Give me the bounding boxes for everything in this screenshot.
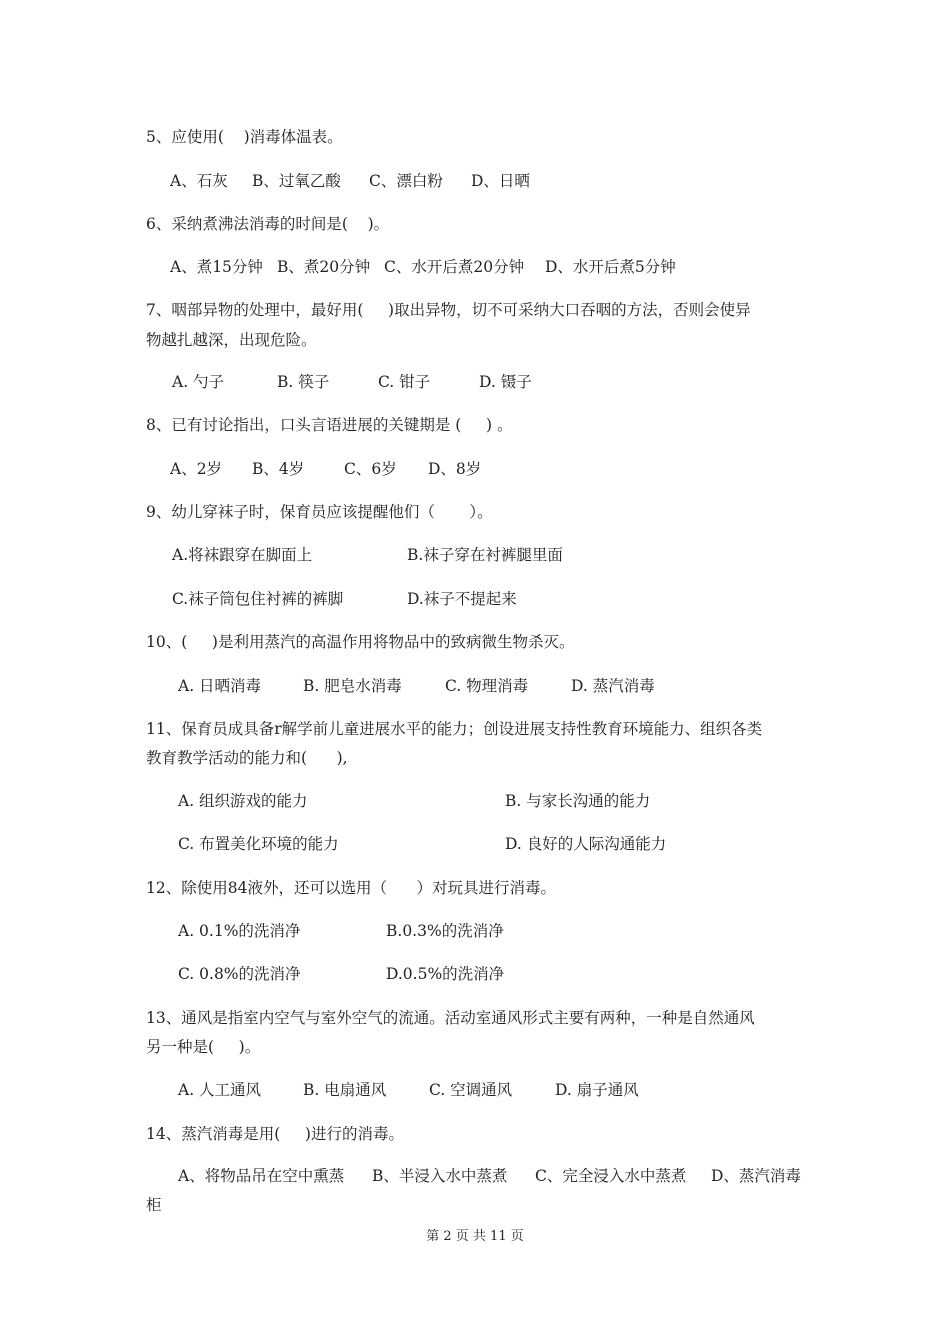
question-5-option-c: C、漂白粉 — [369, 172, 443, 190]
question-13-stem-line-1: 13、通风是指室内空气与室外空气的流通。活动室通风形式主要有两种，一种是自然通风 — [146, 1009, 755, 1027]
question-14-stem: 14、蒸汽消毒是用( )进行的消毒。 — [146, 1125, 404, 1143]
question-8-option-c: C、6岁 — [344, 460, 397, 478]
question-14-option-d-wrap: 柜 — [146, 1196, 162, 1214]
question-6-option-c: C、水开后煮20分钟 — [384, 258, 525, 276]
question-9-option-b: B.袜子穿在衬裤腿里面 — [407, 546, 563, 564]
question-8-stem: 8、已有讨论指出，口头言语进展的关键期是 ( ) 。 — [146, 416, 513, 434]
question-13-option-b: B. 电扇通风 — [303, 1081, 387, 1099]
question-9-stem: 9、幼儿穿袜子时，保育员应该提醒他们（ ）。 — [146, 503, 493, 521]
question-6-option-b: B、煮20分钟 — [277, 258, 371, 276]
question-14-option-d: D、蒸汽消毒 — [711, 1167, 801, 1185]
question-7-option-c: C. 钳子 — [378, 373, 431, 391]
question-5-option-a: A、石灰 — [170, 172, 228, 190]
question-7-stem-line-2: 物越扎越深，出现危险。 — [146, 331, 317, 349]
question-7-option-a: A. 勺子 — [172, 373, 225, 391]
question-5-option-d: D、日晒 — [471, 172, 530, 190]
question-11-option-d: D. 良好的人际沟通能力 — [505, 835, 667, 853]
question-10-option-c: C. 物理消毒 — [445, 677, 529, 695]
question-12-option-d: D.0.5%的洗消净 — [386, 965, 505, 983]
question-9-option-c: C.袜子筒包住衬裤的裤脚 — [172, 590, 344, 608]
question-14-option-c: C、完全浸入水中蒸煮 — [535, 1167, 687, 1185]
question-13-stem-line-2: 另一种是( )。 — [146, 1038, 261, 1056]
question-9-option-a: A.将袜跟穿在脚面上 — [172, 546, 313, 564]
question-5-option-b: B、过氧乙酸 — [252, 172, 341, 190]
question-5-stem: 5、应使用( )消毒体温表。 — [146, 128, 343, 146]
question-12-option-a: A. 0.1%的洗消净 — [178, 922, 301, 940]
question-7-option-d: D. 镊子 — [479, 373, 532, 391]
question-10-option-a: A. 日晒消毒 — [178, 677, 262, 695]
question-8-option-d: D、8岁 — [428, 460, 482, 478]
question-14-option-a: A、将物品吊在空中熏蒸 — [178, 1167, 345, 1185]
question-6-stem: 6、采纳煮沸法消毒的时间是( )。 — [146, 215, 390, 233]
question-10-option-b: B. 肥皂水消毒 — [303, 677, 402, 695]
question-10-stem: 10、( )是利用蒸汽的高温作用将物品中的致病微生物杀灭。 — [146, 633, 575, 651]
question-10-option-d: D. 蒸汽消毒 — [571, 677, 655, 695]
question-7-stem-line-1: 7、咽部异物的处理中，最好用( )取出异物，切不可采纳大口吞咽的方法，否则会使异 — [146, 301, 751, 319]
page-footer: 第 2 页 共 11 页 — [426, 1229, 524, 1244]
question-9-option-d: D.袜子不提起来 — [407, 590, 517, 608]
question-14-option-b: B、半浸入水中蒸煮 — [372, 1167, 508, 1185]
question-12-stem: 12、除使用84液外，还可以选用（ ）对玩具进行消毒。 — [146, 879, 557, 897]
question-6-option-a: A、煮15分钟 — [170, 258, 263, 276]
question-8-option-b: B、4岁 — [252, 460, 305, 478]
question-13-option-a: A. 人工通风 — [178, 1081, 262, 1099]
question-8-option-a: A、2岁 — [170, 460, 223, 478]
question-11-stem-line-1: 11、保育员成具备r解学前儿童进展水平的能力；创设进展支持性教育环境能力、组织各类 — [146, 720, 763, 738]
question-11-option-c: C. 布置美化环境的能力 — [178, 835, 339, 853]
question-11-option-b: B. 与家长沟通的能力 — [505, 792, 651, 810]
question-13-option-d: D. 扇子通风 — [555, 1081, 639, 1099]
question-6-option-d: D、水开后煮5分钟 — [545, 258, 676, 276]
question-11-stem-line-2: 教育教学活动的能力和( ), — [146, 749, 348, 767]
question-11-option-a: A. 组织游戏的能力 — [178, 792, 308, 810]
question-12-option-b: B.0.3%的洗消净 — [386, 922, 504, 940]
question-7-option-b: B. 筷子 — [277, 373, 330, 391]
question-12-option-c: C. 0.8%的洗消净 — [178, 965, 301, 983]
question-13-option-c: C. 空调通风 — [429, 1081, 513, 1099]
